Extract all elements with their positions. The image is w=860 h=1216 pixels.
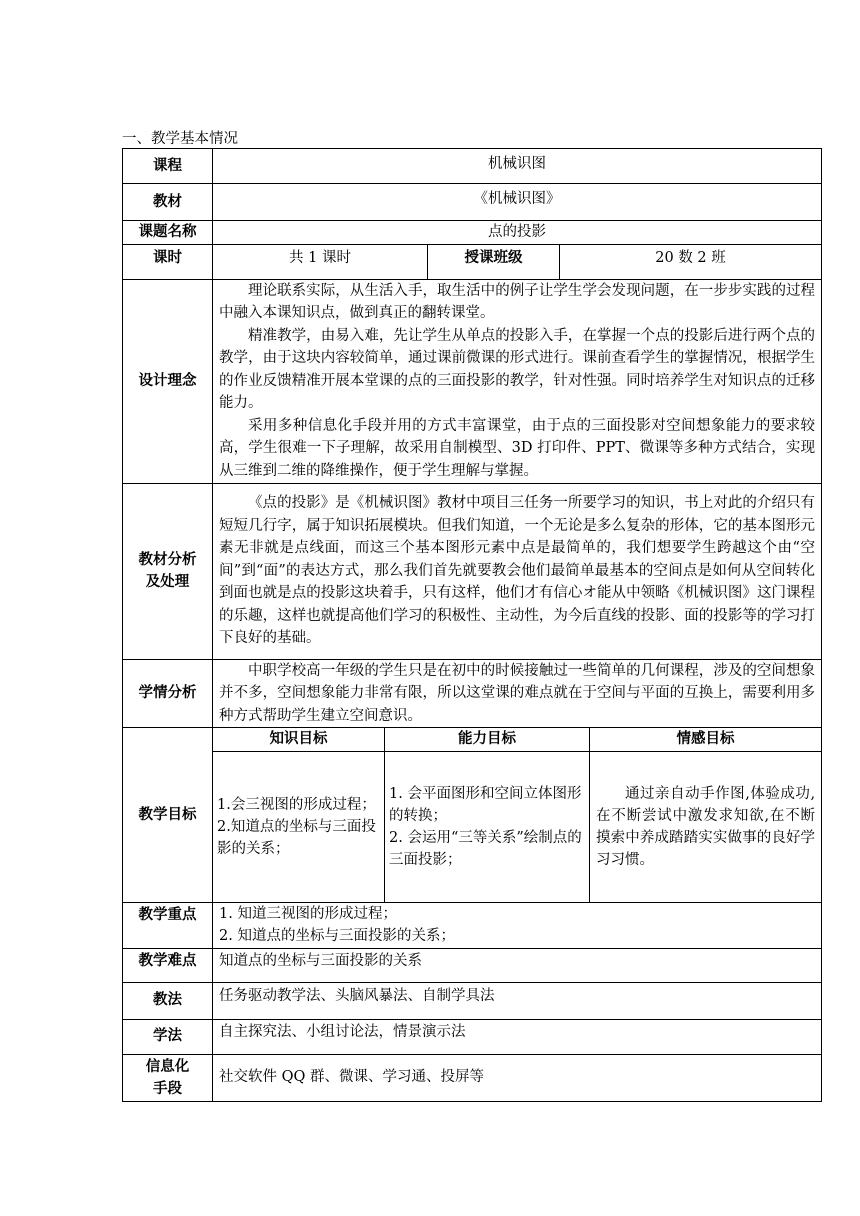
class-label: 授课班级 (428, 244, 560, 279)
key-points-label: 教学重点 (123, 902, 213, 948)
key-point-item: 2. 知道点的坐标与三面投影的关系； (219, 928, 455, 944)
it-means-label-line: 信息化 (145, 1058, 190, 1075)
topic-label: 课题名称 (123, 221, 213, 245)
ability-goal-content (385, 751, 590, 902)
analysis-label (123, 483, 213, 659)
section-title: 一、教学基本情况 (122, 131, 238, 147)
row-design (123, 279, 822, 483)
row-analysis (123, 483, 822, 659)
knowledge-goal-item: 2.知道点的坐标与三面投影的关系； (217, 818, 376, 857)
learners-content (213, 659, 822, 728)
row-hours (123, 244, 822, 279)
design-label: 设计理念 (123, 279, 213, 483)
knowledge-goal-item: 1.会三视图的形成过程； (217, 796, 376, 813)
learning-method-value: 自主探究法、小组讨论法，情景演示法 (213, 1019, 822, 1054)
row-learning-method (123, 1019, 822, 1054)
learning-method-label: 学法 (123, 1019, 213, 1054)
design-paragraph: 理论联系实际，从生活入手，取生活中的例子让学生学会发现问题，在一步步实践的过程中融入本课知识点，做到真正的翻转课堂。 (219, 282, 816, 322)
row-goals-head (123, 728, 822, 752)
emotion-goal-head: 情感目标 (590, 728, 822, 752)
goals-label: 教学目标 (123, 728, 213, 903)
hours-label: 课时 (123, 244, 213, 279)
teaching-info-table (122, 148, 822, 1102)
row-learners (123, 659, 822, 728)
textbook-value: 《机械识图》 (213, 184, 822, 221)
ability-goal-item: 2. 会运用“三等关系”绘制点的三面投影； (389, 829, 582, 868)
textbook-label: 教材 (123, 184, 213, 221)
row-goals-body (123, 751, 822, 902)
row-course (123, 149, 822, 184)
key-points-content (213, 902, 822, 948)
analysis-label-line: 及处理 (145, 574, 190, 590)
analysis-content (213, 483, 822, 659)
row-textbook (123, 184, 822, 221)
learners-label: 学情分析 (123, 659, 213, 728)
knowledge-goal-content (213, 751, 385, 902)
row-it-means (123, 1054, 822, 1101)
key-point-item: 1. 知道三视图的形成过程； (219, 905, 397, 922)
course-value: 机械识图 (213, 149, 822, 184)
it-means-label (123, 1054, 213, 1101)
design-content (213, 279, 822, 483)
hours-value: 共 1 课时 (213, 244, 428, 279)
analysis-paragraph: 《点的投影》是《机械识图》教材中项目三任务一所要学习的知识，书上对此的介绍只有短短几行字，属于知识拓展模块。但我们知道，一个无论是多么复杂的形体，它的基本图形元素无非就是点线面，而这三个基本图形元素中点是最简单的，我们想要学生跨越这个由“空间”到“面”的表达方式，那么我们首先就要教会他们最简单最基本的空间点是如何从空间转化到面也就是点的投影这块着手，只有这样，他们才有信心オ能从中领略《机械识图》这门课程的乐趣，这样也就提高他们学习的积极性、主动性，为今后直线的投影、面的投影等的学习打下良好的基础。 (219, 495, 816, 647)
class-value: 20 数 2 班 (560, 244, 822, 279)
difficulty-value: 知道点的坐标与三面投影的关系 (213, 948, 822, 982)
analysis-label-line: 教材分析 (138, 551, 197, 568)
design-paragraph: 采用多种信息化手段并用的方式丰富课堂，由于点的三面投影对空间想象能力的要求较高，学生很难一下子理解，故采用自制模型、3D 打印件、PPT、微课等多种方式结合，实现从三维到二维的降维操作，便于学生理解与掌握。 (219, 417, 816, 479)
teaching-method-value: 任务驱动教学法、头脑风暴法、自制学具法 (213, 982, 822, 1019)
learners-paragraph: 中职学校高一年级的学生只是在初中的时候接触过一些简单的几何课程，涉及的空间想象并不多，空间想象能力非常有限，所以这堂课的难点就在于空间与平面的互换上，需要利用多种方式帮助学生建立空间意识。 (219, 662, 816, 724)
it-means-label-line: 手段 (153, 1080, 182, 1097)
design-paragraph: 精准教学，由易入难，先让学生从单点的投影入手，在掌握一个点的投影后进行两个点的教学，由于这块内容较简单，通过课前微课的形式进行。课前查看学生的掌握情况，根据学生的作业反馈精准开展本堂课的点的三面投影的教学，针对性强。同时培养学生对知识点的迁移能力。 (219, 327, 816, 412)
row-key-points (123, 902, 822, 948)
topic-value: 点的投影 (213, 221, 822, 245)
row-difficulty (123, 948, 822, 982)
it-means-value: 社交软件 QQ 群、微课、学习通、投屏等 (213, 1054, 822, 1101)
course-label: 课程 (123, 149, 213, 184)
knowledge-goal-head: 知识目标 (213, 728, 385, 752)
teaching-method-label: 教法 (123, 982, 213, 1019)
row-teaching-method (123, 982, 822, 1019)
row-topic (123, 221, 822, 245)
difficulty-label: 教学难点 (123, 948, 213, 982)
ability-goal-head: 能力目标 (385, 728, 590, 752)
ability-goal-item: 1. 会平面图形和空间立体图形的转换； (389, 785, 582, 824)
emotion-goal-text: 通过亲自动手作图,体验成功,在不断尝试中激发求知欲,在不断摸索中养成踏踏实实做事的良好学习习惯。 (596, 785, 816, 868)
emotion-goal-content (590, 751, 822, 902)
